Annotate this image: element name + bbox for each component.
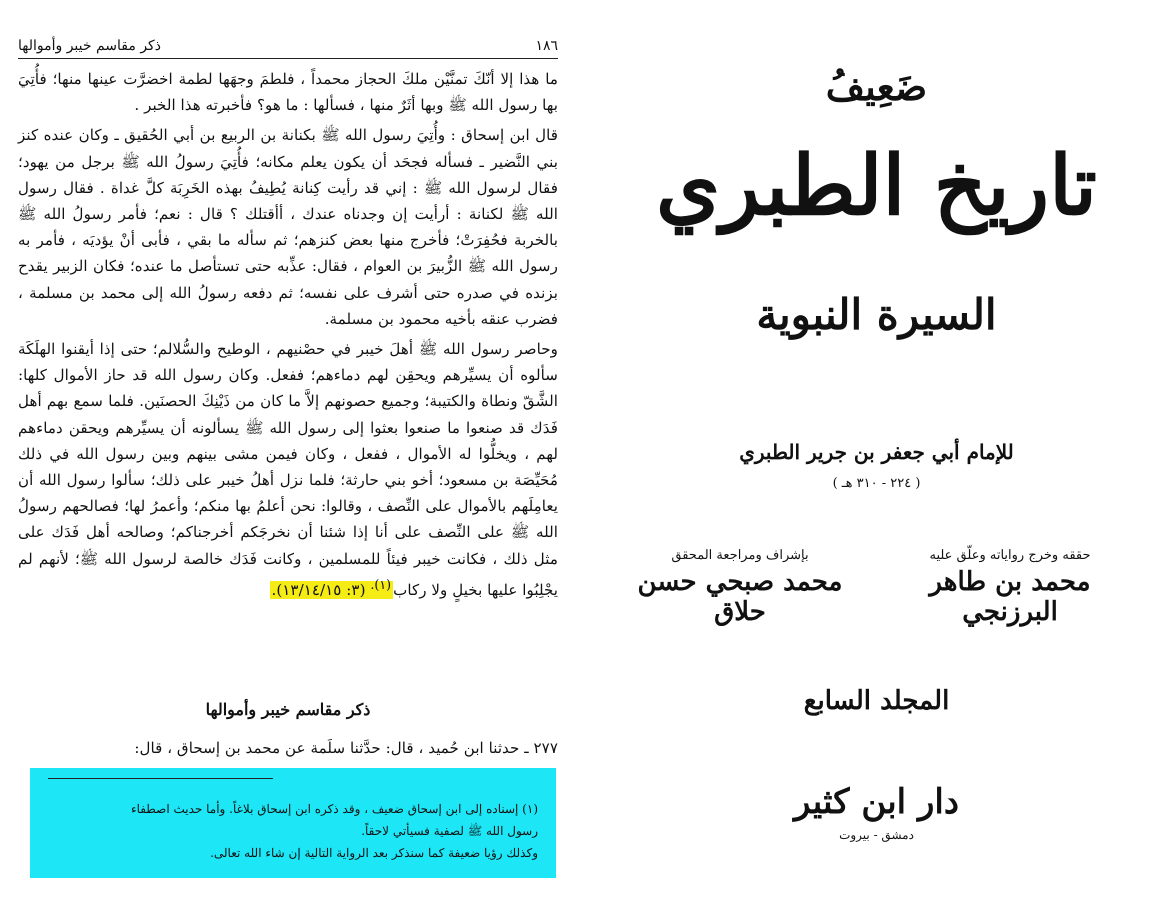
section-heading: ذكر مقاسم خيبر وأموالها xyxy=(205,700,371,719)
volume-label: المجلد السابع xyxy=(803,686,950,716)
footnote-line-1: (١) إسناده إلى ابن إسحاق ضعيف ، وقد ذكره ابن إسحاق بلاغاً. وأما حديث اصطفاء xyxy=(130,802,538,816)
body-text xyxy=(18,66,558,607)
page-number: ١٨٦ xyxy=(535,38,558,54)
title-page xyxy=(580,0,1173,897)
paragraph-3 xyxy=(18,336,558,603)
hadith-line: ٢٧٧ ـ حدثنا ابن حُميد ، قال: حدَّثنا سلَمة عن محمد بن إسحاق ، قال: xyxy=(134,739,558,757)
supervisor-name: محمد صبحي حسن حلاق xyxy=(637,567,843,627)
author-name: للإمام أبي جعفر بن جرير الطبري xyxy=(739,440,1014,464)
book-qualifier: ضَعِيفُ xyxy=(825,64,928,109)
running-header xyxy=(18,36,558,59)
editor-name: محمد بن طاهر البرزنجي xyxy=(929,567,1091,627)
book-title: تاريخ الطبري xyxy=(656,138,1097,234)
book-subtitle: السيرة النبوية xyxy=(756,290,997,339)
footnote-rule xyxy=(48,778,273,779)
footnote-line-2: رسول الله ﷺ لصفية فسيأتي لاحقاً. xyxy=(361,824,538,838)
footnote-text xyxy=(48,798,538,864)
left-page xyxy=(0,0,580,897)
editor-label: حققه وخرج رواياته وعلّق عليه xyxy=(929,548,1091,563)
running-title: ذكر مقاسم خيبر وأموالها xyxy=(18,38,161,54)
paragraph-2: قال ابن إسحاق : وأُتِيَ رسول الله ﷺ بكنانة بن الربيع بن أبي الحُقيق ـ وكان عنده كنز بني النَّضير ـ فسأله فجحَد أن يكون يعلم مكانه؛ فأُتِيَ رسولُ الله ﷺ برجل من يهود؛ فقال لرسول الله ﷺ : إني قد رأيت كِنانة يُطِيفُ بهذه الخَرِبَة كلَّ غداة . فقال رسول الله ﷺ لكنانة : أرأيت إن وجدناه عندك ، أأقتلك ؟ قال : نعم؛ فأمر رسولُ الله ﷺ بالخربة فحُفِرَتْ؛ فأخرج منها بعض كنزهم؛ ثم سأله ما بقي ، فأبى أنْ يؤديَه ، فأمر به رسول الله ﷺ الزُّبيرَ بن العوام ، فقال: عذِّبه حتى تستأصل ما عنده؛ فكان الزبير يقدح بزنده في صدره حتى أشرف على نفسه؛ ثم دفعه رسولُ الله إلى محمد بن مسلمة ، فضرب عنقه بأخيه محمود بن مسلمة. xyxy=(18,126,558,328)
highlighted-citation xyxy=(270,576,394,599)
reference: (٣: ١٣/١٤/١٥). xyxy=(271,580,366,599)
editor-block xyxy=(880,548,1140,627)
footnote-box xyxy=(30,768,556,878)
publisher-place: دمشق - بيروت xyxy=(839,828,914,842)
footnote-line-3: وكذلك رؤيا ضعيفة كما سنذكر بعد الرواية التالية إن شاء الله تعالى. xyxy=(210,846,538,860)
author-dates: ( ٢٢٤ - ٣١٠ هـ ) xyxy=(832,476,921,491)
paragraph-1: ما هذا إلا أنّكَ تمنَّيْن ملكَ الحجاز محمداً ، فلطمَ وجهَها لطمة اخضرَّت عينها منها؛ فأُتِيَ بها رسول الله ﷺ وبها أثَرٌ منها ، فسألها : ما هو؟ فأخبرته هذا الخبر . xyxy=(18,70,558,115)
publisher-logo: دار ابن كثير xyxy=(794,782,959,822)
paragraph-3-text: وحاصر رسول الله ﷺ أهلَ خيبر في حصْنيهم ، الوطيح والسُّلالم؛ حتى إذا أيقنوا الهلَكَة سألوه أن يسيِّرهم ويحقِن لهم دماءهم؛ ففعل. وكان رسول الله قد حاز الأموال كلها: الشَّقّ ونطاة والكتيبة؛ وجميع حصونهم إلاَّ ما كان من ذَيْنِكَ الحصنَين. فلما سمع بهم أهل فَدَك قد صنعوا ما صنعوا بعثوا إلى رسول الله ﷺ يسألونه أن يسيِّرهم ويحقن دماءهم لهم ، ويخلُّوا له الأموال ، ففعل ، وكان فيمن مشى بينهم وبين رسول الله في ذلك مُحَيِّصَة بن مسعود؛ أخو بني حارثة؛ فلما نزل أهلُ خيبر على ذلك؛ سألوا رسول الله أن يعامِلَهم بالأموال على النِّصف ، وقالوا: نحن أعلمُ بها منكم؛ وأعمرُ لها؛ فصالحهم رسولُ الله ﷺ على النِّصف على أنا إذا شئنا أن نخرجَكم أخرجناكم؛ وصالحه أهل فَدَك على مثل ذلك ، فكانت خيبر فيئاً للمسلمين ، وكانت فَدَك خالصة لرسول الله ﷺ؛ لأنهم لم يجْلِبُوا عليها بخيلٍ ولا ركاب xyxy=(18,340,558,599)
supervisor-block xyxy=(620,548,860,627)
footnote-marker: (١). xyxy=(370,576,392,592)
supervisor-label: بإشراف ومراجعة المحقق xyxy=(671,548,809,563)
